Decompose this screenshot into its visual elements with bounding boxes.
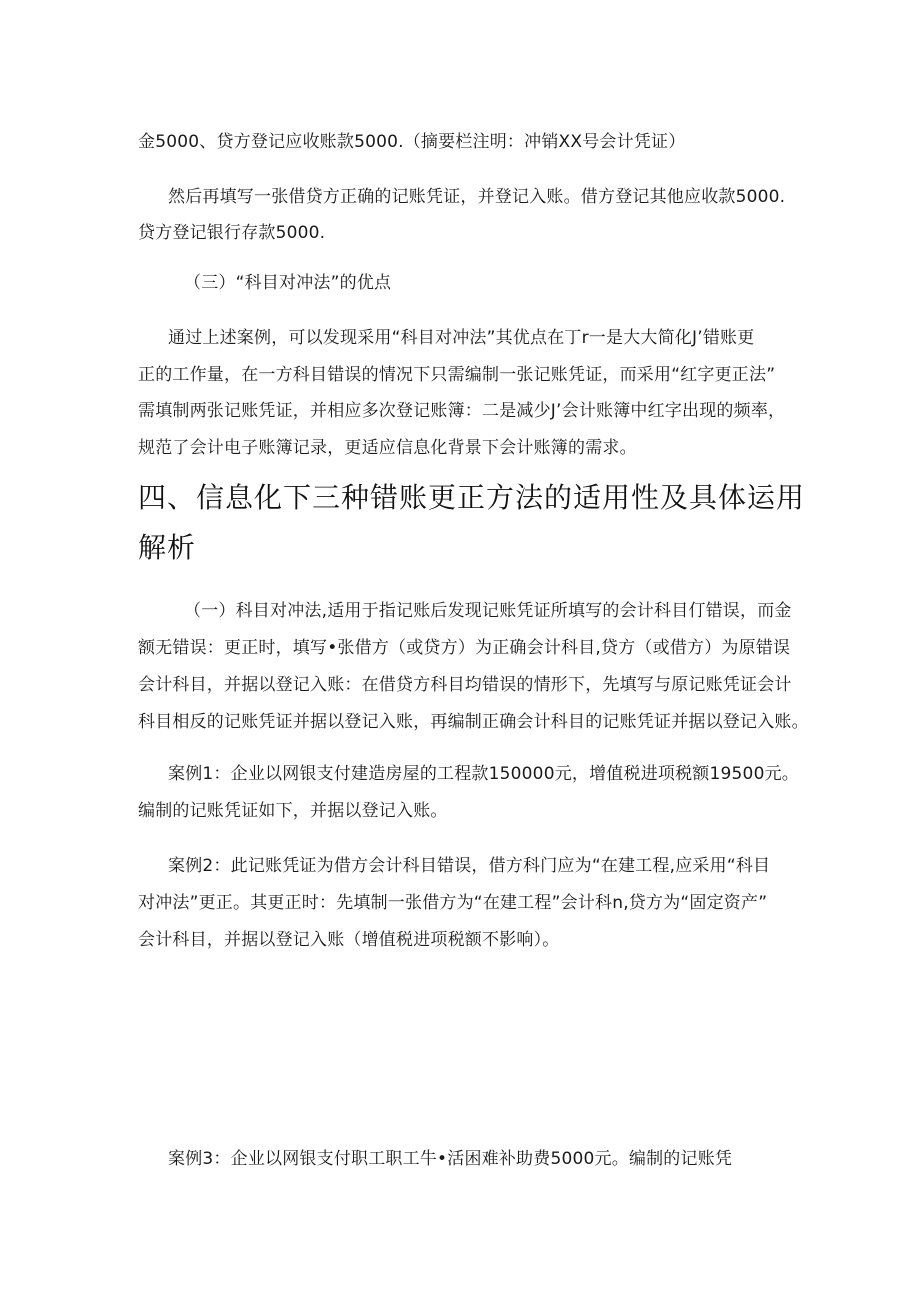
paragraph-line: 编制的记账凭证如下，并据以登记入账。 <box>138 801 448 821</box>
paragraph-line: 额无错误：更正时，填写•张借方（或贷方）为正确会计科目,贷方（或借方）为原错误 <box>138 638 791 658</box>
paragraph-line: 对冲法”更正。其更正时：先填制一张借方为“在建工程”会计科n,贷方为“固定资产” <box>138 893 768 913</box>
paragraph-line: 正的工作量，在一方科目错误的情况下只需编制一张记账凭证，而采用“红字更正法” <box>138 365 776 385</box>
paragraph-line: 需填制两张记账凭证，并相应多次登记账簿：二是减少J’会计账簿中红字出现的频率， <box>138 401 786 421</box>
paragraph-line: 科目相反的记账凭证并据以登记入账，再编制正确会计科目的记账凭证并据以登记入账。 <box>138 712 809 732</box>
paragraph-line: 会计科目，并据以登记入账（增值税进项税额不影响）。 <box>138 930 560 950</box>
paragraph-line: 贷方登记银行存款5000. <box>138 223 326 243</box>
section-heading: 四、信息化下三种错账更正方法的适用性及具体运用 <box>138 481 806 514</box>
paragraph-line: 通过上述案例，可以发现采用“科目对冲法”其优点在丁r一是大大简化J’错账更 <box>168 328 755 348</box>
paragraph-line: 然后再填写一张借贷方正确的记账凭证，并登记入账。借方登记其他应收款5000. <box>168 187 786 207</box>
paragraph-line: 案例1：企业以网银支付建造房屋的工程款150000元，增值税进项税额19500元。 <box>168 764 799 784</box>
paragraph-line: 金5000、贷方登记应收账款5000.（摘要栏注明：冲销XX号会计凭证） <box>138 132 686 152</box>
paragraph-line: （一）科目对冲法,适用于指记账后发现记账凭证所填写的会计科目仃错误，而金 <box>184 601 792 621</box>
paragraph-line: 规范了会计电子账簿记录，更适应信息化背景下会计账簿的需求。 <box>138 438 637 458</box>
paragraph-line: 案例3：企业以网银支付职工职工牛•活困难补助费5000元。编制的记账凭 <box>168 1149 733 1169</box>
paragraph-line: 会计科目，并据以登记入账：在借贷方科目均错误的情形下，先填写与原记账凭证会计 <box>138 675 792 695</box>
section-heading: 解析 <box>138 531 197 564</box>
paragraph-line: 案例2：此记账凭证为借方会计科目错误，借方科门应为“在建工程,应采用“科目 <box>168 856 771 876</box>
section-subheading: （三）“科目对冲法”的优点 <box>184 273 392 293</box>
